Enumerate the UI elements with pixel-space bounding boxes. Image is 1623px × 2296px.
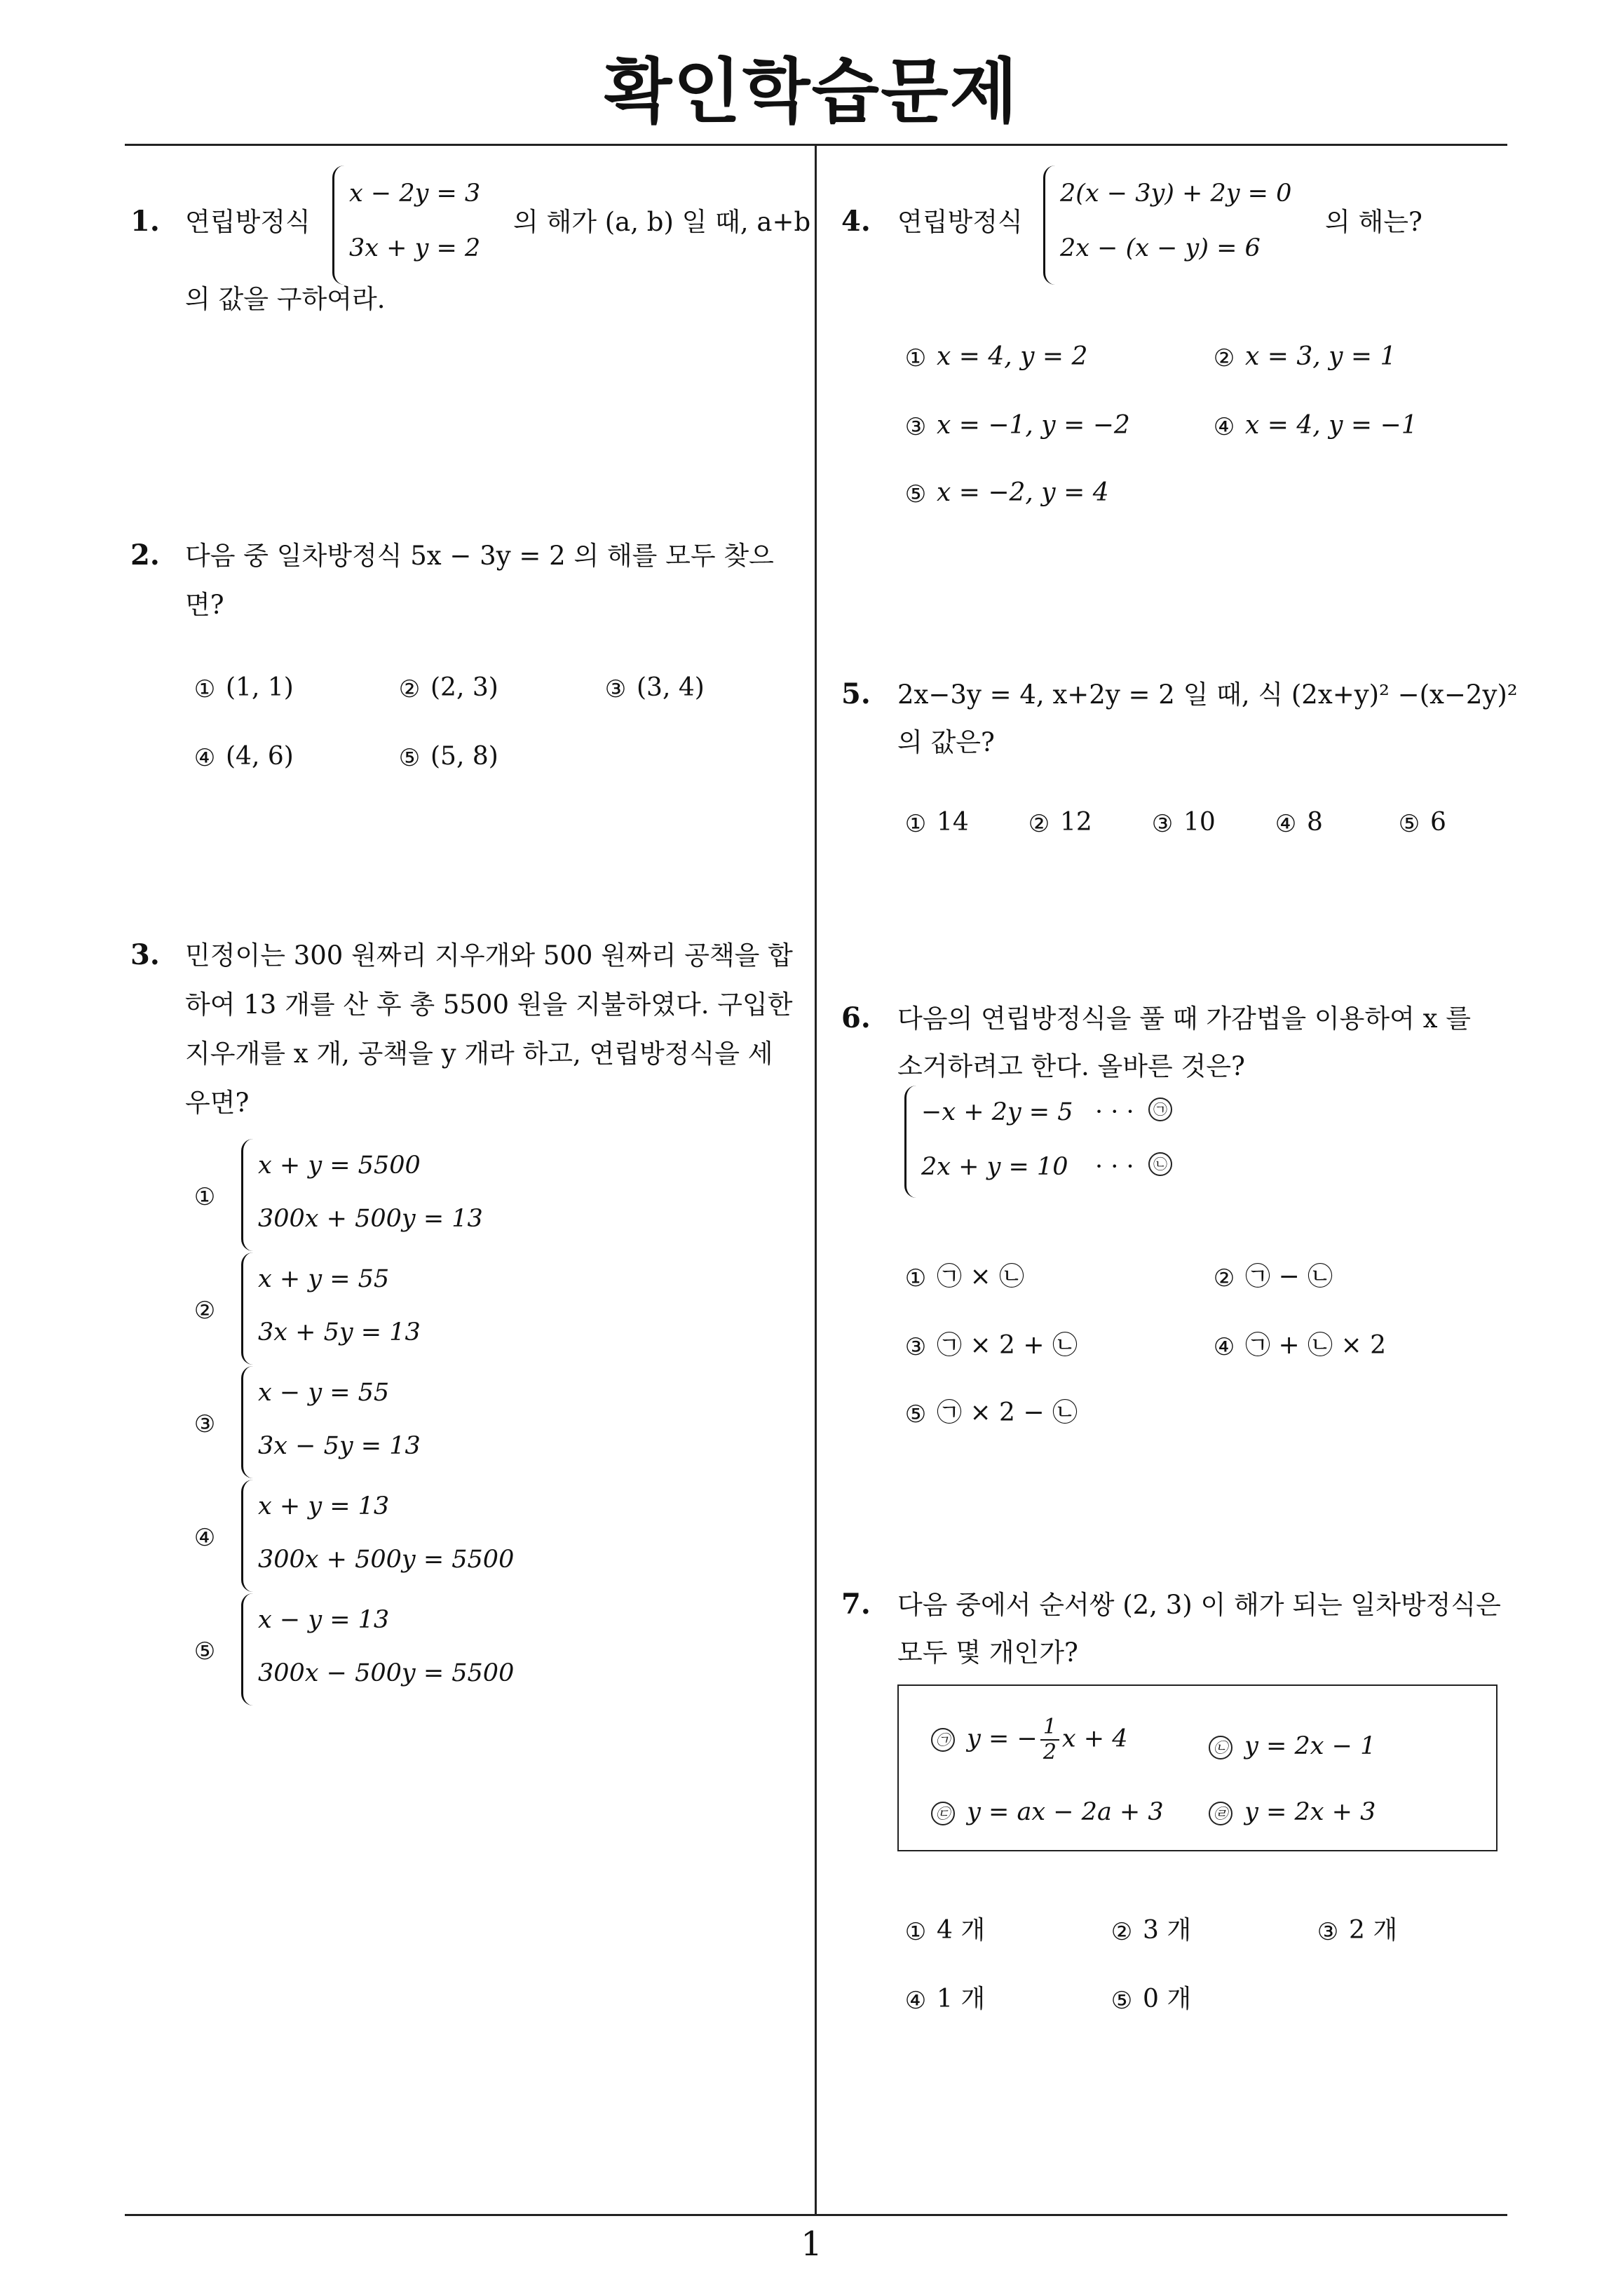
choice-marker: ② xyxy=(1213,344,1235,372)
question-text: 2x−3y = 4, x+2y = 2 일 때, 식 (2x+y)² −(x−2y)² xyxy=(897,680,1518,710)
choice-3[interactable]: ③ 10 xyxy=(1151,808,1216,838)
choice-marker: ③ xyxy=(193,1410,216,1438)
choice-marker: ① xyxy=(904,344,927,372)
choice-marker: ① xyxy=(193,675,216,703)
fraction: $\frac{1}{2}$ xyxy=(1040,1715,1059,1764)
equation: x − 2y = 3 xyxy=(349,180,481,208)
question-text: 우면? xyxy=(185,1088,250,1118)
equation: x + y = 13 xyxy=(258,1492,390,1520)
question-text: 의 값을 구하여라. xyxy=(185,284,386,314)
choice-marker: ③ xyxy=(904,1333,927,1361)
question-text: 의 해는? xyxy=(1325,207,1422,237)
brace xyxy=(241,1480,253,1592)
choice-1[interactable]: ① ㉠ × ㉡ xyxy=(904,1262,1025,1292)
choice-2[interactable]: ② ㉠ − ㉡ xyxy=(1213,1262,1333,1292)
choice-marker: ④ xyxy=(193,1524,216,1552)
equation-dots: · · · xyxy=(1095,1153,1134,1181)
equation-tag: ㉠ xyxy=(1144,1094,1176,1122)
choice-3[interactable]: ③ ㉠ × 2 + ㉡ xyxy=(904,1331,1078,1361)
question-text: 면? xyxy=(185,590,224,620)
choice-3[interactable]: ③ x = −1, y = −2 xyxy=(904,411,1130,441)
choice-3[interactable] xyxy=(193,1408,226,1437)
choice-marker: ① xyxy=(904,810,927,838)
question-text: 소거하려고 한다. 올바른 것은? xyxy=(897,1051,1245,1081)
choice-1[interactable]: ① 4 개 xyxy=(904,1916,986,1946)
equations-box xyxy=(897,1684,1498,1851)
question-text: 의 값은? xyxy=(897,727,995,757)
choice-5[interactable]: ⑤ x = −2, y = 4 xyxy=(904,478,1109,508)
choice-marker: ⑤ xyxy=(904,1400,927,1429)
choice-marker: ① xyxy=(904,1918,927,1946)
choice-marker: ① xyxy=(904,1264,927,1292)
choice-1[interactable]: ① x = 4, y = 2 xyxy=(904,342,1088,372)
choice-5[interactable]: ⑤ ㉠ × 2 − ㉡ xyxy=(904,1398,1078,1429)
choice-marker: ③ xyxy=(1151,810,1174,838)
choice-5[interactable]: ⑤ 6 xyxy=(1398,808,1446,838)
brace xyxy=(241,1593,253,1706)
question-number: 2. xyxy=(130,539,160,572)
choice-1[interactable]: ① 14 xyxy=(904,808,969,838)
equation-dots: · · · xyxy=(1095,1098,1134,1126)
choice-marker: ⑤ xyxy=(398,744,421,772)
question-number: 6. xyxy=(841,1001,871,1034)
question-text: 연립방정식 xyxy=(185,207,311,237)
brace xyxy=(332,166,344,285)
choice-5[interactable]: ⑤ (5, 8) xyxy=(398,742,498,772)
question-text: 연립방정식 xyxy=(897,207,1023,237)
equation: 2x + y = 10 xyxy=(921,1153,1068,1181)
equation: x − y = 55 xyxy=(258,1379,390,1407)
choice-marker: ② xyxy=(1028,810,1050,838)
equation: 3x − 5y = 13 xyxy=(258,1432,421,1460)
question-text: 하여 13 개를 산 후 총 5500 원을 지불하였다. 구입한 xyxy=(185,990,793,1020)
choice-4[interactable]: ④ ㉠ + ㉡ × 2 xyxy=(1213,1331,1387,1361)
choice-marker: ③ xyxy=(904,413,927,441)
choice-marker: ④ xyxy=(193,744,216,772)
equation: 2(x − 3y) + 2y = 0 xyxy=(1060,180,1292,208)
choice-4[interactable] xyxy=(193,1522,226,1551)
choice-marker: ② xyxy=(1213,1264,1235,1292)
choice-marker: ⑤ xyxy=(1398,810,1420,838)
choice-marker: ⑤ xyxy=(1111,1987,1133,2015)
choice-marker: ② xyxy=(193,1297,216,1325)
question-number: 7. xyxy=(841,1588,871,1621)
question-number: 5. xyxy=(841,677,871,710)
choice-marker: ④ xyxy=(1213,1333,1235,1361)
choice-5[interactable] xyxy=(193,1635,226,1664)
choice-marker: ⑤ xyxy=(193,1637,216,1666)
brace xyxy=(1043,166,1055,285)
equation: 3x + y = 2 xyxy=(349,234,481,262)
choice-marker: ② xyxy=(398,675,421,703)
question-text: 지우개를 x 개, 공책을 y 개라 하고, 연립방정식을 세 xyxy=(185,1039,773,1069)
box-equation-b: ㉡ y = 2x − 1 xyxy=(1204,1732,1376,1760)
choice-1[interactable]: ① (1, 1) xyxy=(193,673,294,703)
box-equation-a: ㉠ y = − $\frac{1}{2}$ x + 4 xyxy=(927,1715,1128,1764)
page-number: 1 xyxy=(801,2224,822,2264)
choice-marker: ② xyxy=(1111,1918,1133,1946)
question-number: 1. xyxy=(130,205,160,238)
question-text: 의 해가 (a, b) 일 때, a+b xyxy=(513,207,811,237)
question-text: 민정이는 300 원짜리 지우개와 500 원짜리 공책을 합 xyxy=(185,940,793,971)
brace xyxy=(241,1252,253,1365)
choice-2[interactable]: ② 3 개 xyxy=(1111,1916,1192,1946)
question-text: 다음 중에서 순서쌍 (2, 3) 이 해가 되는 일차방정식은 xyxy=(897,1590,1501,1620)
choice-2[interactable]: ② (2, 3) xyxy=(398,673,498,703)
question-number: 3. xyxy=(130,938,160,971)
choice-2[interactable] xyxy=(193,1295,226,1323)
equation: −x + 2y = 5 xyxy=(921,1098,1073,1126)
equation: x + y = 5500 xyxy=(258,1152,421,1180)
column-divider xyxy=(815,144,817,2215)
choice-4[interactable]: ④ 8 xyxy=(1275,808,1323,838)
equation: 300x − 500y = 5500 xyxy=(258,1659,515,1687)
page-title: 확인학습문제 xyxy=(604,50,1019,133)
question-text: 다음 중 일차방정식 5x − 3y = 2 의 해를 모두 찾으 xyxy=(185,541,774,571)
question-text: 모두 몇 개인가? xyxy=(897,1637,1078,1668)
brace xyxy=(904,1086,916,1198)
equation: x + y = 55 xyxy=(258,1265,390,1293)
equation-tag: ㉡ xyxy=(1144,1149,1176,1177)
choice-marker: ④ xyxy=(904,1987,927,2015)
choice-1[interactable] xyxy=(193,1181,226,1210)
brace xyxy=(241,1366,253,1478)
choice-marker: ③ xyxy=(1317,1918,1339,1946)
box-equation-c: ㉢ y = ax − 2a + 3 xyxy=(927,1798,1164,1826)
choice-4[interactable]: ④ (4, 6) xyxy=(193,742,294,772)
question-text: 다음의 연립방정식을 풀 때 가감법을 이용하여 x 를 xyxy=(897,1004,1472,1034)
equation: 300x + 500y = 13 xyxy=(258,1205,483,1233)
equation: 3x + 5y = 13 xyxy=(258,1318,421,1346)
choice-5[interactable]: ⑤ 0 개 xyxy=(1111,1985,1192,2015)
choice-marker: ③ xyxy=(604,675,627,703)
choice-marker: ④ xyxy=(1213,413,1235,441)
choice-3[interactable]: ③ 2 개 xyxy=(1317,1916,1398,1946)
choice-marker: ⑤ xyxy=(904,480,927,508)
equation: 300x + 500y = 5500 xyxy=(258,1546,515,1574)
choice-3[interactable]: ③ (3, 4) xyxy=(604,673,705,703)
choice-4[interactable]: ④ 1 개 xyxy=(904,1985,986,2015)
choice-marker: ④ xyxy=(1275,810,1297,838)
choice-4[interactable]: ④ x = 4, y = −1 xyxy=(1213,411,1418,441)
choice-2[interactable]: ② x = 3, y = 1 xyxy=(1213,342,1397,372)
footer-rule xyxy=(125,2214,1507,2216)
box-equation-d: ㉣ y = 2x + 3 xyxy=(1204,1798,1376,1826)
equation: x − y = 13 xyxy=(258,1606,390,1634)
equation: 2x − (x − y) = 6 xyxy=(1060,234,1261,262)
choice-marker: ① xyxy=(193,1183,216,1211)
choice-2[interactable]: ② 12 xyxy=(1028,808,1092,838)
brace xyxy=(241,1139,253,1251)
question-number: 4. xyxy=(841,205,871,238)
